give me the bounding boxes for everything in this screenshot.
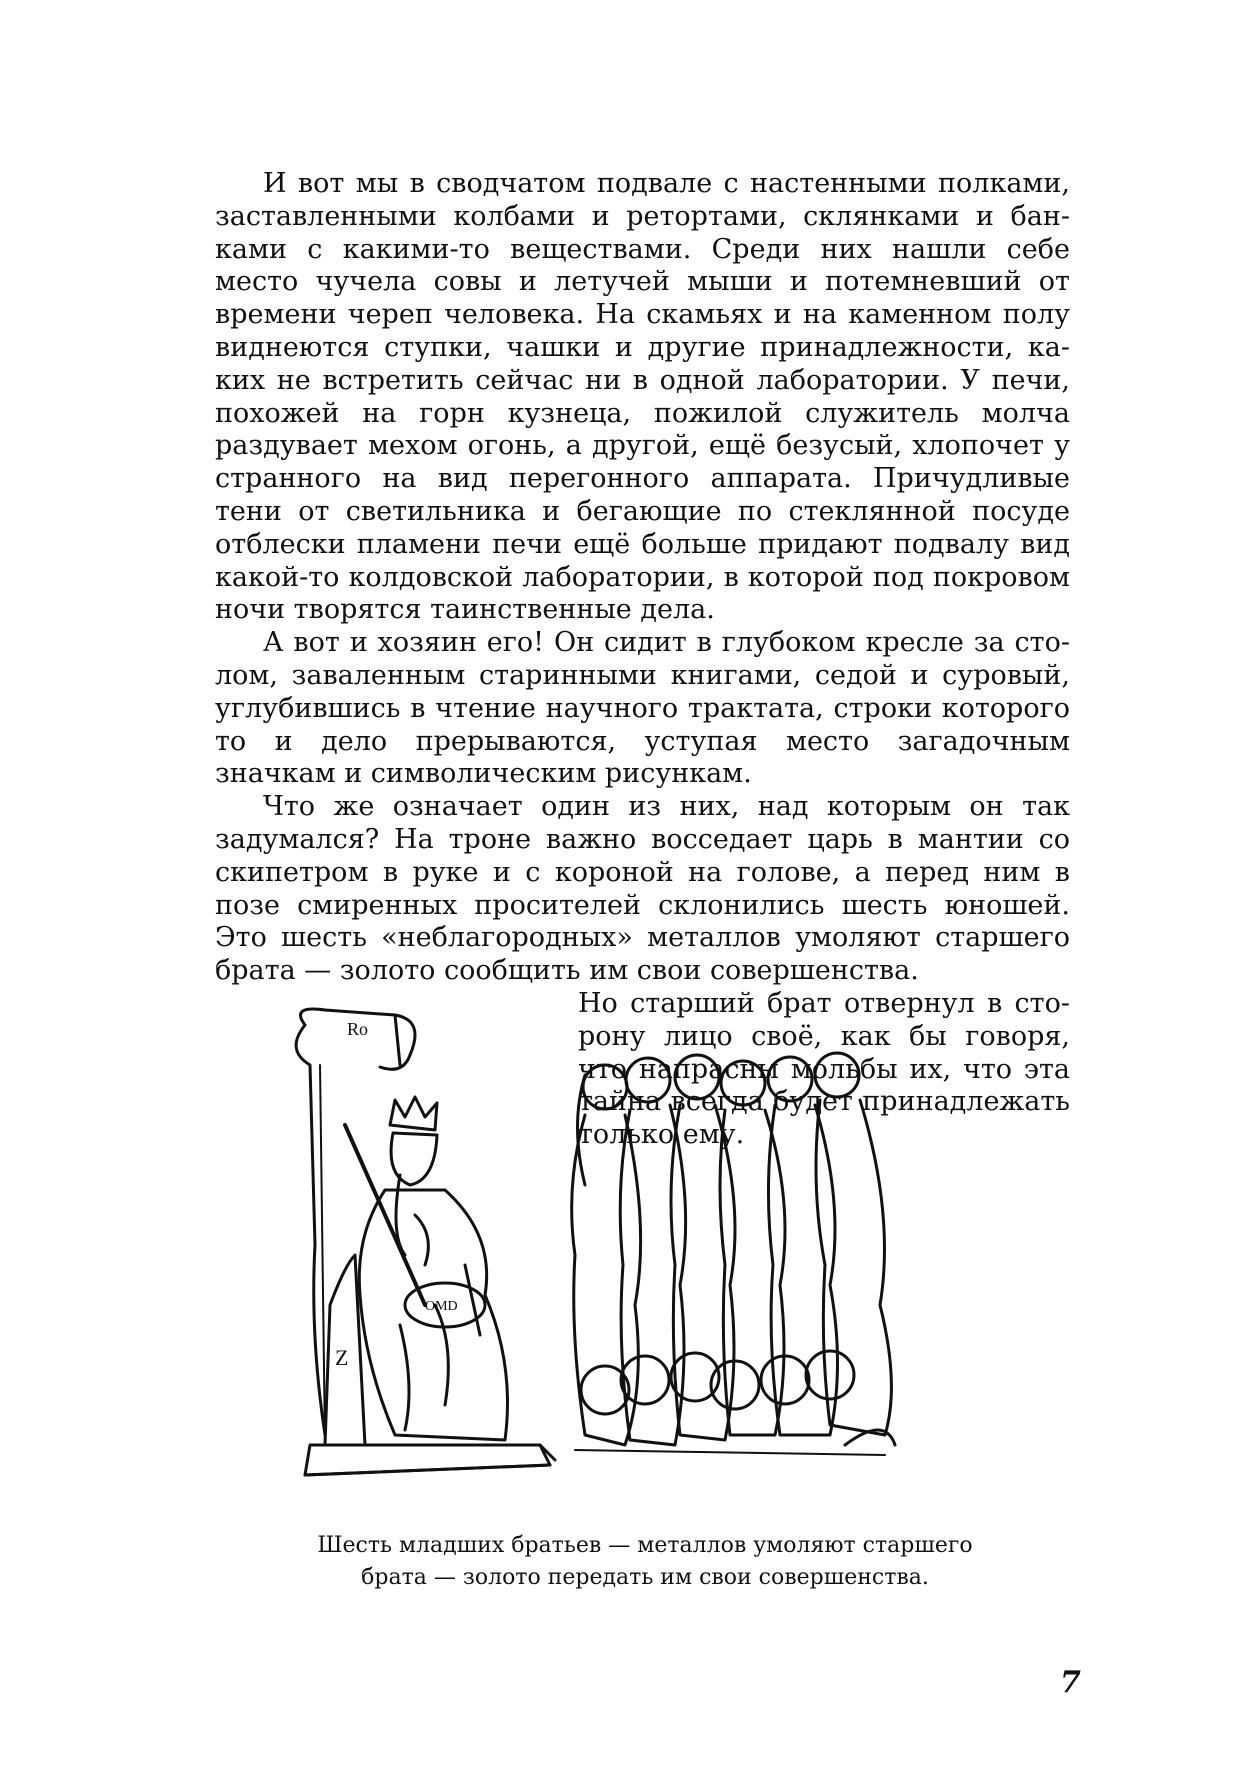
king-robe	[359, 1190, 507, 1440]
main-text	[215, 168, 1070, 988]
paragraph-2: А вот и хозяин его! Он сидит в глубоком кресле за столом, заваленным старинными книгами, седой и суровый, углубившись в чтение научного трактата, строки которого то и дело прерываются, уступая место загадочным значкам и символическим рисункам.	[215, 627, 1070, 790]
scroll-label: Ro	[347, 1019, 369, 1039]
king-head	[391, 1133, 437, 1185]
figure-caption	[230, 1530, 1060, 1594]
page-number: 7	[1060, 1665, 1081, 1700]
paragraph-1: И вот мы в сводчатом подвале с настенными полками, заставленными колбами и ретортами, склянками и банками с какими-то веществами. Среди них нашли себе место чучела совы и летучей мыши и потемневший от времени череп человека. На скамьях и на каменном полу виднеются ступки, чашки и другие принадлежности, каких не встретить сейчас ни в одной лаборатории. У печи, похожей на горн кузнеца, пожилой служитель молча раздувает мехом огонь, а другой, ещё безусый, хлопочет у странного на вид перегонного аппарата. Причудливые тени от светильника и бегающие по стеклянной посуде отблески пламени печи ещё больше придают подвалу вид какой-то колдовской лаборатории, в которой под покровом ночи творятся таинственные дела.	[215, 168, 1070, 626]
paragraph-3: Что же означает один из них, над которым он так задумался? На троне важно восседает царь в мантии со скипетром в руке и с короной на голове, а перед ним в позе смиренных просителей склонились шесть юношей. Это шесть «неблагородных» металлов умоляют старшего брата — золото сообщить им свои совершенства.	[215, 791, 1070, 987]
caption-line-1: Шесть младших братьев — металлов умоляют старшего	[317, 1533, 973, 1558]
woodcut-illustration	[285, 1005, 1020, 1510]
throne-label: Z	[335, 1345, 349, 1370]
sleeve-label: OMD	[425, 1299, 458, 1314]
six-brothers	[578, 1075, 855, 1414]
caption-line-2: брата — золото передать им свои совершенства.	[361, 1565, 929, 1590]
paragraph-4: Но старший брат отвернул в сторону лицо своё, как бы говоря, что напрасны мольбы их, что эта тайна всегда будет принадлежать только ему.	[578, 988, 1070, 1151]
king-crown	[390, 1097, 437, 1130]
